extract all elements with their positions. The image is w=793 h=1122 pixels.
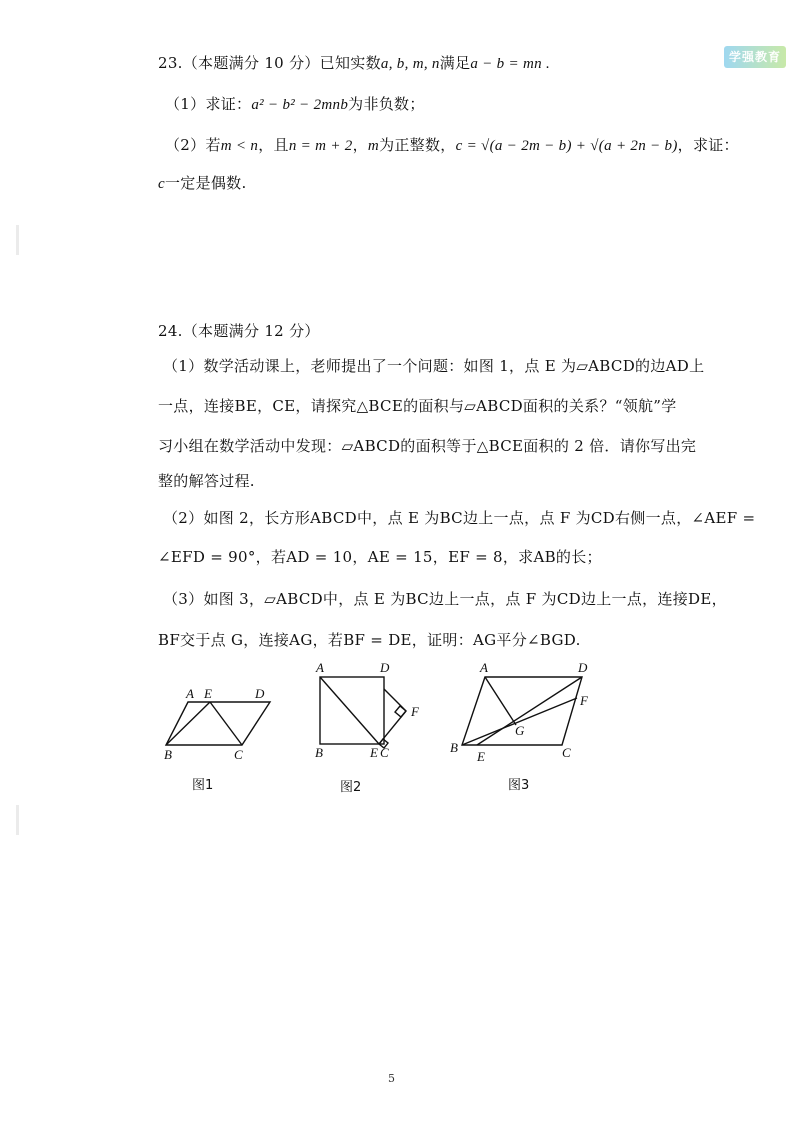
watermark-logo: 学强教育: [724, 46, 786, 68]
fig3-label-g: G: [515, 723, 525, 738]
figure-1: [166, 702, 270, 745]
q24-part3-line1: （3）如图 3，▱ABCD中，点 E 为BC边上一点，点 F 为CD边上一点，连接DE，: [163, 590, 727, 608]
scan-edge-mark: [16, 225, 19, 255]
fig1-parallelogram: [166, 702, 270, 745]
q23-part2-line2: c一定是偶数.: [158, 174, 247, 192]
fig1-caption: 图1: [192, 778, 214, 793]
fig3-segment-de: [477, 677, 582, 745]
q24-part1-line3: 习小组在数学活动中发现：▱ABCD的面积等于△BCE面积的 2 倍．请你写出完: [158, 437, 697, 455]
fig2-label-c: C: [380, 745, 389, 760]
scan-edge-mark: [16, 805, 19, 835]
figure-2: [320, 677, 406, 748]
fig2-label-b: B: [315, 745, 323, 760]
fig1-label-c: C: [234, 747, 243, 762]
q24-part1-line1: （1）数学活动课上，老师提出了一个问题：如图 1，点 E 为▱ABCD的边AD上: [163, 357, 705, 375]
page-number: 5: [388, 1072, 395, 1085]
q24-part1-line4: 整的解答过程.: [158, 472, 255, 490]
q24-heading: 24.（本题满分 12 分）: [158, 322, 320, 340]
fig3-label-b: B: [450, 740, 458, 755]
q23-part2-line1: （2）若m < n，且n = m + 2，m为正整数，c = √(a − 2m − b) + √(a + 2n − b)，求证：: [165, 136, 739, 154]
figures-svg: [150, 655, 620, 770]
q24-part1-line2: 一点，连接BE，CE，请探究△BCE的面积与▱ABCD面积的关系？“领航”学: [158, 397, 677, 415]
fig3-label-a: A: [480, 660, 488, 675]
fig3-caption: 图3: [508, 778, 530, 793]
fig2-right-angle-f: [395, 706, 406, 717]
fig3-label-e: E: [477, 749, 485, 764]
fig2-label-f: F: [411, 704, 419, 719]
q24-part3-line2: BF交于点 G，连接AG，若BF = DE，证明：AG平分∠BGD.: [158, 631, 581, 649]
fig2-label-e: E: [370, 745, 378, 760]
q24-part2-line1: （2）如图 2，长方形ABCD中，点 E 为BC边上一点，点 F 为CD右侧一点，∠AEF =: [163, 509, 756, 527]
fig1-label-b: B: [164, 747, 172, 762]
q24-part2-line2: ∠EFD = 90°，若AD = 10，AE = 15，EF = 8，求AB的长；: [158, 548, 602, 566]
fig2-caption: 图2: [340, 780, 362, 795]
fig3-segment-ag: [485, 677, 516, 725]
fig1-label-e: E: [204, 686, 212, 701]
fig3-label-f: F: [580, 693, 588, 708]
fig3-label-c: C: [562, 745, 571, 760]
fig2-segment-ae: [320, 677, 379, 744]
fig1-segment-ce: [210, 702, 242, 745]
q23-part1: （1）求证：a² − b² − 2mnb为非负数；: [165, 95, 425, 113]
fig1-segment-be: [166, 702, 210, 745]
fig2-label-a: A: [316, 660, 324, 675]
q23-heading: 23.（本题满分 10 分）已知实数a, b, m, n满足a − b = mn .: [158, 54, 551, 72]
fig3-label-d: D: [578, 660, 588, 675]
fig1-label-d: D: [255, 686, 265, 701]
fig2-label-d: D: [380, 660, 390, 675]
fig1-label-a: A: [186, 686, 194, 701]
